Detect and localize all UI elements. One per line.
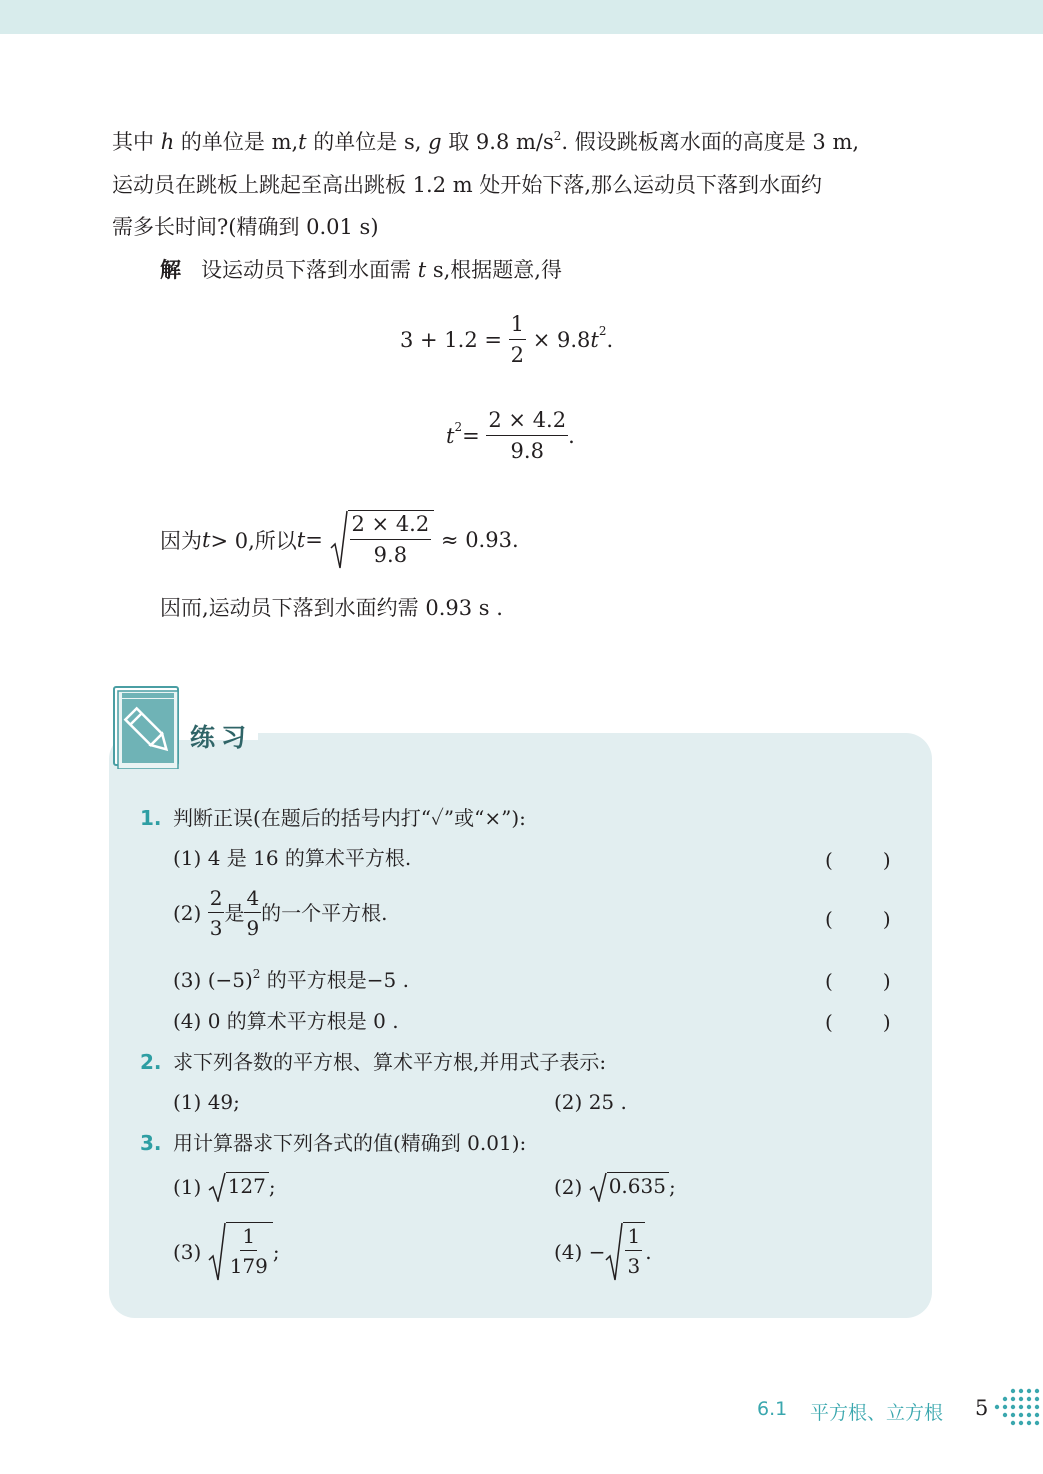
question-2-number: 2. (140, 1050, 162, 1074)
question-1-stem: 判断正误(在题后的括号内打“✓”或“×”): (173, 806, 526, 830)
question-3-part-3: (3) $\frac{1}{179}$ ; (173, 1222, 280, 1282)
problem-line-3: 需多长时间?(精确到 0.01 s) (112, 215, 379, 239)
question-2-part-2: (2) 25 . (554, 1090, 627, 1114)
question-1-item-3: (3) $(-5)^2$ 的平方根是−5 . (173, 967, 409, 992)
answer-bracket[interactable]: ( ) (825, 969, 891, 993)
question-1-number: 1. (140, 806, 162, 830)
question-2-part-1: (1) 49; (173, 1090, 240, 1114)
solution-label: 解 (160, 258, 181, 282)
solution-intro: 解 设运动员下落到水面需 t s,根据题意,得 (160, 258, 562, 282)
question-3-part-1: (1) 127 ; (173, 1172, 276, 1202)
answer-bracket[interactable]: ( ) (825, 848, 891, 872)
question-2-stem: 求下列各数的平方根、算术平方根,并用式子表示: (173, 1050, 607, 1074)
footer-section-number: 6.1 (757, 1398, 788, 1420)
pencil-notebook-icon (112, 685, 184, 769)
question-1-item-2: (2) $\frac{2}{3}$ 是 $\frac{4}{9}$ 的一个平方根. (173, 886, 388, 940)
answer-bracket[interactable]: ( ) (825, 907, 891, 931)
problem-line-1: 其中 h 的单位是 m,t 的单位是 s, g 取 9.8 $m/s^2$. 假设跳板离水面的高度是 3 m, (112, 129, 860, 154)
question-3-part-2: (2) 0.635 ; (554, 1172, 676, 1202)
answer-bracket[interactable]: ( ) (825, 1010, 891, 1034)
page-number: 5 (975, 1396, 989, 1420)
question-3-part-4: (4) − $\frac{1}{3}$ . (554, 1222, 652, 1282)
sqrt-symbol: $\frac{2 \times 4.2}{9.8}$ (330, 510, 435, 570)
problem-line-2: 运动员在跳板上跳起至高出跳板 1.2 m 处开始下落,那么运动员下落到水面约 (112, 173, 823, 197)
top-banner (0, 0, 1043, 34)
equation-1: 3 + 1.2 = $\frac{1}{2}$ × 9.8 t 2 . (400, 312, 614, 367)
solution-conclusion: 因而,运动员下落到水面约需 0.93 s . (160, 596, 503, 620)
question-1-item-4: (4) 0 的算术平方根是 0 . (173, 1009, 399, 1033)
footer-section-title: 平方根、立方根 (810, 1402, 944, 1424)
question-1-item-1: (1) 4 是 16 的算术平方根. (173, 846, 412, 870)
question-3-number: 3. (140, 1131, 162, 1155)
equation-2: t 2 = $\frac{2 \times 4.2}{9.8}$ . (446, 408, 575, 463)
practice-title: 练习 (190, 723, 253, 752)
question-3-stem: 用计算器求下列各式的值(精确到 0.01): (173, 1131, 527, 1155)
dot-grid-decoration-icon (993, 1387, 1043, 1429)
equation-3: 因为 t > 0,所以 t = $\frac{2 \times 4.2}{9.8}$ ≈ 0.93. (160, 510, 519, 570)
